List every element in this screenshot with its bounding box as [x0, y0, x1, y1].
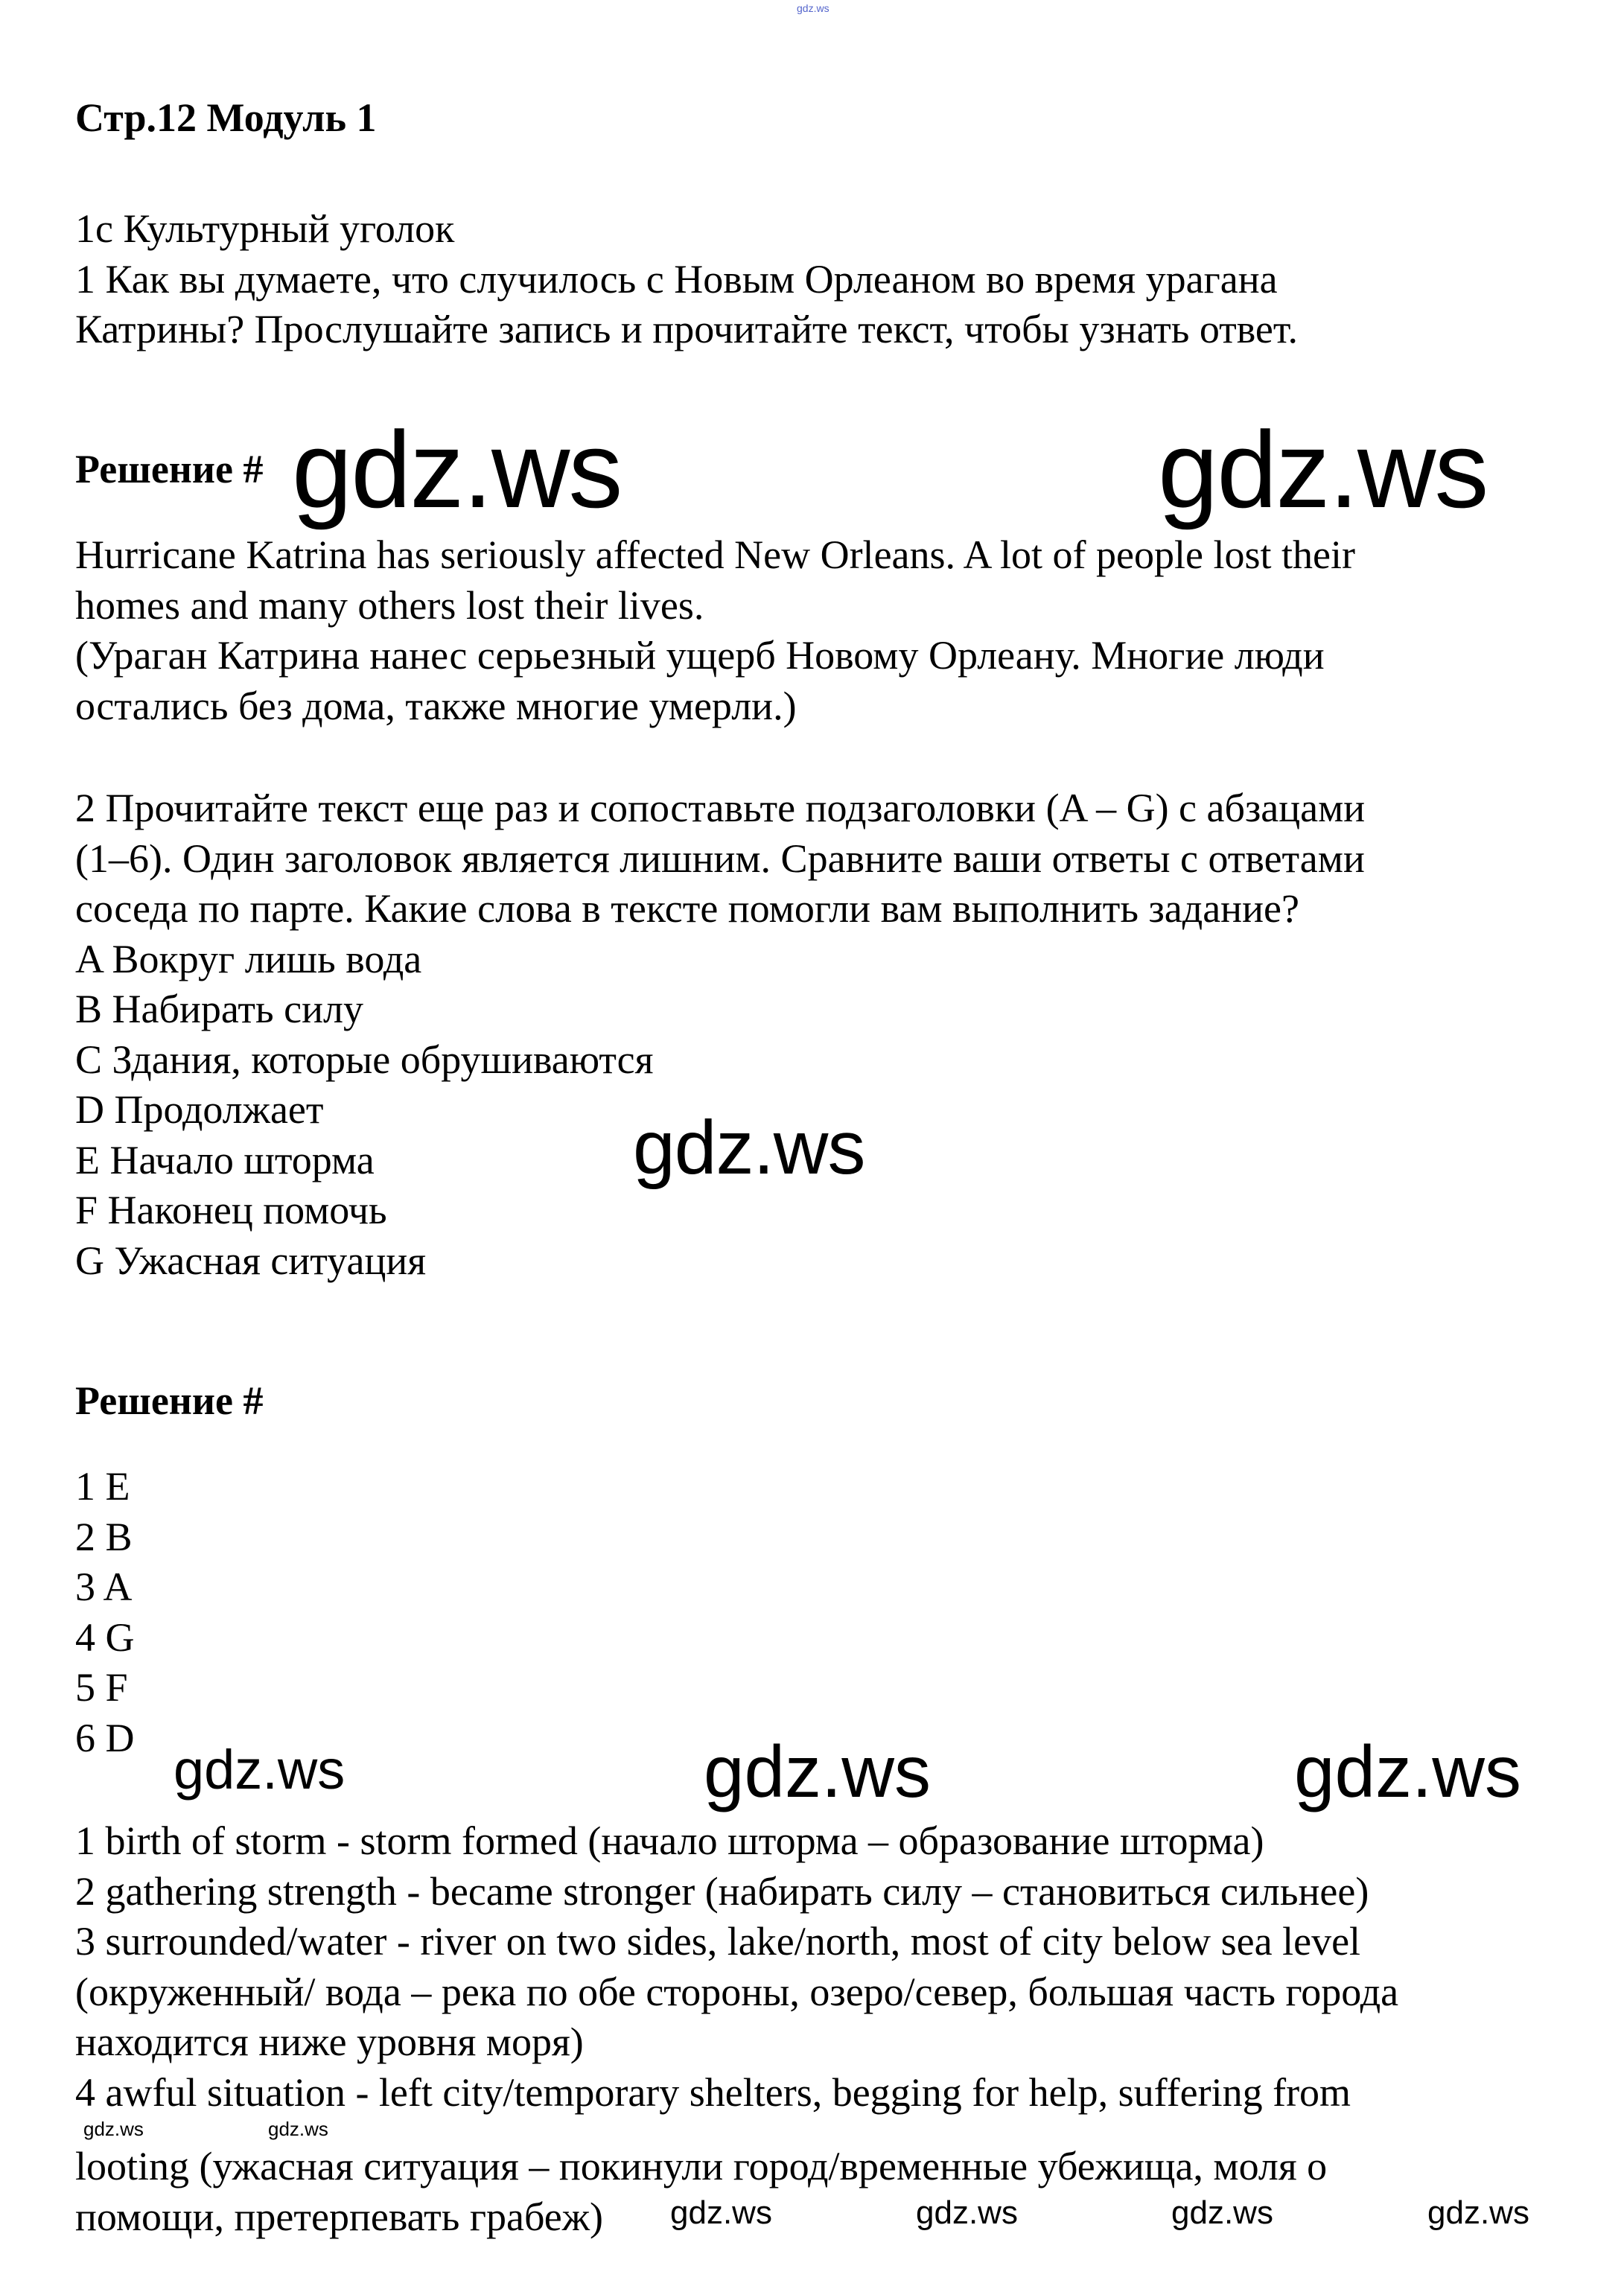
text-line: 1 birth of storm - storm formed (начало шторма – образование шторма): [75, 1818, 1264, 1863]
answer: 3 A: [75, 1564, 133, 1609]
answer: 4 G: [75, 1614, 135, 1660]
text-line: помощи, претерпевать грабеж): [75, 2194, 604, 2239]
answer: 6 D: [75, 1715, 135, 1760]
task-2: [75, 783, 1365, 1286]
watermark: gdz.ws: [1171, 2194, 1273, 2231]
text-line: (1–6). Один заголовок является лишним. Сравните ваши ответы с ответами: [75, 835, 1365, 881]
text-line: остались без дома, также многие умерли.): [75, 683, 797, 728]
answer: 2 B: [75, 1514, 133, 1559]
text-line: находится ниже уровня моря): [75, 2019, 584, 2064]
text-line: 1c Культурный уголок: [75, 206, 455, 251]
solution-heading: Решение #: [75, 447, 264, 491]
watermark: gdz.ws: [1294, 1731, 1522, 1812]
watermark: gdz.ws: [1158, 409, 1488, 530]
text-line: соседа по парте. Какие слова в тексте помогли вам выполнить задание?: [75, 886, 1299, 931]
watermark: gdz.ws: [797, 2, 829, 14]
task-1: [75, 204, 1298, 355]
heading-option: B Набирать силу: [75, 987, 363, 1031]
heading-option: A Вокруг лишь вода: [75, 936, 422, 981]
watermark: gdz.ws: [670, 2194, 772, 2231]
text-line: (окруженный/ вода – река по обе стороны, озеро/север, большая часть города: [75, 1969, 1399, 2014]
watermark: gdz.ws: [633, 1105, 865, 1190]
watermark: gdz.ws: [173, 1739, 346, 1801]
watermark: gdz.ws: [916, 2194, 1018, 2231]
heading-option: F Наконец помочь: [75, 1188, 387, 1232]
text-line: homes and many others lost their lives.: [75, 582, 704, 628]
answer: 5 F: [75, 1665, 128, 1710]
text-line: 4 awful situation - left city/temporary shelters, begging for help, suffering from: [75, 2069, 1351, 2115]
answer: 1 E: [75, 1464, 130, 1509]
text-line: 1 Как вы думаете, что случилось с Новым Орлеаном во время урагана: [75, 256, 1278, 302]
text-line: 2 Прочитайте текст еще раз и сопоставьте подзаголовки (A – G) с абзацами: [75, 786, 1366, 830]
watermark: gdz.ws: [292, 409, 622, 530]
answers-list: [75, 1462, 135, 1763]
heading-option: D Продолжает: [75, 1087, 324, 1132]
text-line: (Ураган Катрина нанес серьезный ущерб Новому Орлеану. Многие люди: [75, 633, 1325, 678]
solution-1-text: [75, 530, 1355, 731]
text-line: Катрины? Прослушайте запись и прочитайте текст, чтобы узнать ответ.: [75, 307, 1298, 351]
watermark: gdz.ws: [704, 1731, 932, 1812]
watermark: gdz.ws: [268, 2118, 328, 2140]
solution-heading: Решение #: [75, 1378, 264, 1423]
text-line: 3 surrounded/water - river on two sides, lake/north, most of city below sea level: [75, 1919, 1361, 1964]
text-line: looting (ужасная ситуация – покинули город/временные убежища, моля о: [75, 2144, 1328, 2188]
watermark: gdz.ws: [1427, 2194, 1529, 2231]
text-line: 2 gathering strength - became stronger (набирать силу – становиться сильнее): [75, 1868, 1369, 1914]
text-line: Hurricane Katrina has seriously affected New Orleans. A lot of people lost their: [75, 532, 1355, 577]
page-title: Стр.12 Модуль 1: [75, 95, 377, 140]
heading-option: C Здания, которые обрушиваются: [75, 1037, 654, 1082]
heading-option: G Ужасная ситуация: [75, 1238, 427, 1283]
solution-2-text: [75, 1816, 1398, 2242]
watermark: gdz.ws: [83, 2118, 144, 2140]
heading-option: E Начало шторма: [75, 1137, 375, 1182]
